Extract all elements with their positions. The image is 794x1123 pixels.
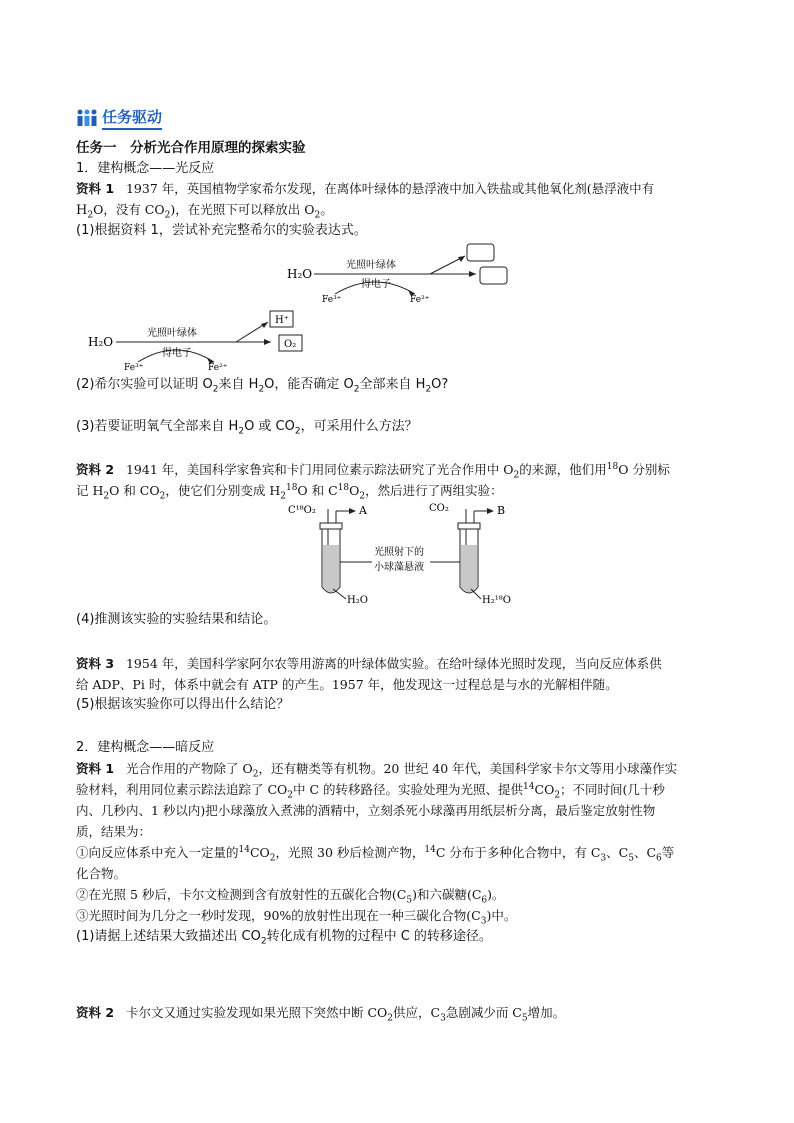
result-1-line-1: ①向反应体系中充入一定量的$^{14}CO_2$，光照 30 秒后检测产物，$^{14}$C 分布于多种化合物中，有 $C_3$、$C_5$、$C_6$等	[76, 844, 675, 864]
material-3-line-2: 给 ADP、Pi 时，体系中就会有 ATP 的产生。1957 年，他发现这一过程总是与水的光解相伴随。	[76, 677, 618, 692]
left-gas-label: C¹⁸O₂	[288, 505, 316, 516]
question-5: (5)根据该实验你可以得出什么结论？	[76, 697, 290, 712]
diagram-light-label: 光照叶绿体	[147, 328, 197, 339]
question-1: (1)根据资料 1，尝试补充完整希尔的实验表达式。	[76, 223, 367, 238]
result-2: ②在光照 5 秒后，卡尔文检测到含有放射性的五碳化合物$(C_5)$和六碳糖$(C_6)$。	[76, 887, 505, 906]
test-tube-diagram	[284, 499, 524, 609]
diagram-fe2: Fe²⁺	[410, 295, 430, 305]
material-2-line-1: 资料 2 1941 年，美国科学家鲁宾和卡门用同位素示踪法研究了光合作用中 $O_2$的来源，他们用$^{18}$O 分别标	[76, 461, 670, 481]
result-1-line-2: 化合物。	[76, 866, 127, 881]
center-label-1: 光照射下的	[374, 547, 424, 558]
left-output-label: A	[359, 504, 367, 517]
task-drive-icon	[76, 108, 98, 128]
question-2: (2)希尔实验可以证明 $O_2$来自 $H_2O$，能否确定 $O_2$全部来自 $H_2O$?	[76, 377, 449, 395]
header-label: 任务驱动	[102, 106, 162, 130]
answer-h-plus: H⁺	[275, 315, 289, 326]
diagram-h2o: H₂O	[88, 335, 114, 349]
blank-box-2[interactable]	[480, 267, 507, 284]
blank-box-1[interactable]	[467, 244, 494, 261]
question-3: (3)若要证明氧气全部来自 $H_2O$ 或 $CO_2$，可采用什么方法？	[76, 419, 418, 437]
section-2-title: 2．建构概念——暗反应	[76, 740, 215, 755]
answer-o2: O₂	[284, 339, 297, 350]
hill-diagram-answer	[86, 306, 316, 374]
dark-material-1-line-1: 资料 1 光合作用的产物除了 $O_2$，还有糖类等有机物。20 世纪 40 年代，美国科学家卡尔文等用小球藻作实	[76, 761, 678, 780]
task-title: 任务一 分析光合作用原理的探索实验	[76, 140, 306, 156]
section-1-title: 1．建构概念——光反应	[76, 161, 215, 176]
right-output-label: B	[497, 504, 506, 517]
material-2-line-2: 记 $H_2O$ 和 $CO_2$，使它们分别变成 $H_2^{18}O$ 和 $C^{18}O_2$，然后进行了两组实验：	[76, 482, 503, 502]
dark-material-1-line-4: 质，结果为：	[76, 824, 152, 839]
diagram-h2o: H₂O	[287, 267, 313, 281]
diagram-fe3: Fe³⁺	[322, 295, 342, 305]
material-1-line-2: $H_2O$，没有 $CO_2$)，在光照下可以释放出 $O_2$。	[76, 202, 334, 221]
diagram-fe2: Fe²⁺	[208, 363, 228, 373]
result-3: ③光照时间为几分之一秒时发现，90%的放射性出现在一种三碳化合物$(C_3)$中。	[76, 908, 517, 927]
material-3-line-1: 资料 3 1954 年，美国科学家阿尔农等用游离的叶绿体做实验。在给叶绿体光照时发现，当向反应体系供	[76, 656, 662, 671]
right-gas-label: CO₂	[429, 503, 449, 514]
diagram-electron-label: 得电子	[162, 348, 192, 359]
dark-material-1-line-2: 验材料，利用同位素示踪法追踪了 $CO_2$中 C 的转移路径。实验处理为光照、提供$^{14}CO_2$；不同时间(几十秒	[76, 781, 665, 801]
diagram-light-label: 光照叶绿体	[346, 260, 396, 271]
center-label-2: 小球藻悬液	[374, 562, 424, 573]
question-4: (4)推测该实验的实验结果和结论。	[76, 612, 277, 627]
diagram-electron-label: 得电子	[361, 279, 391, 290]
dark-material-1-line-3: 内、几秒内、1 秒以内)把小球藻放入煮沸的酒精中，立刻杀死小球藻再用纸层析分离，最后鉴定放射性物	[76, 803, 656, 818]
section-header	[76, 107, 162, 129]
diagram-fe3: Fe³⁺	[124, 363, 144, 373]
dark-question-1: (1)请据上述结果大致描述出 $CO_2$转化成有机物的过程中 C 的转移途径。	[76, 929, 492, 947]
hill-diagram-blank	[280, 240, 520, 306]
dark-material-2: 资料 2 卡尔文又通过实验发现如果光照下突然中断 $CO_2$供应，$C_3$急剧减少而 $C_5$增加。	[76, 1005, 566, 1024]
material-1-line-1: 资料 1 1937 年，英国植物学家希尔发现，在离体叶绿体的悬浮液中加入铁盐或其他氧化剂(悬浮液中有	[76, 181, 655, 196]
right-water-label: H₂¹⁸O	[482, 595, 511, 606]
left-water-label: H₂O	[347, 595, 368, 606]
